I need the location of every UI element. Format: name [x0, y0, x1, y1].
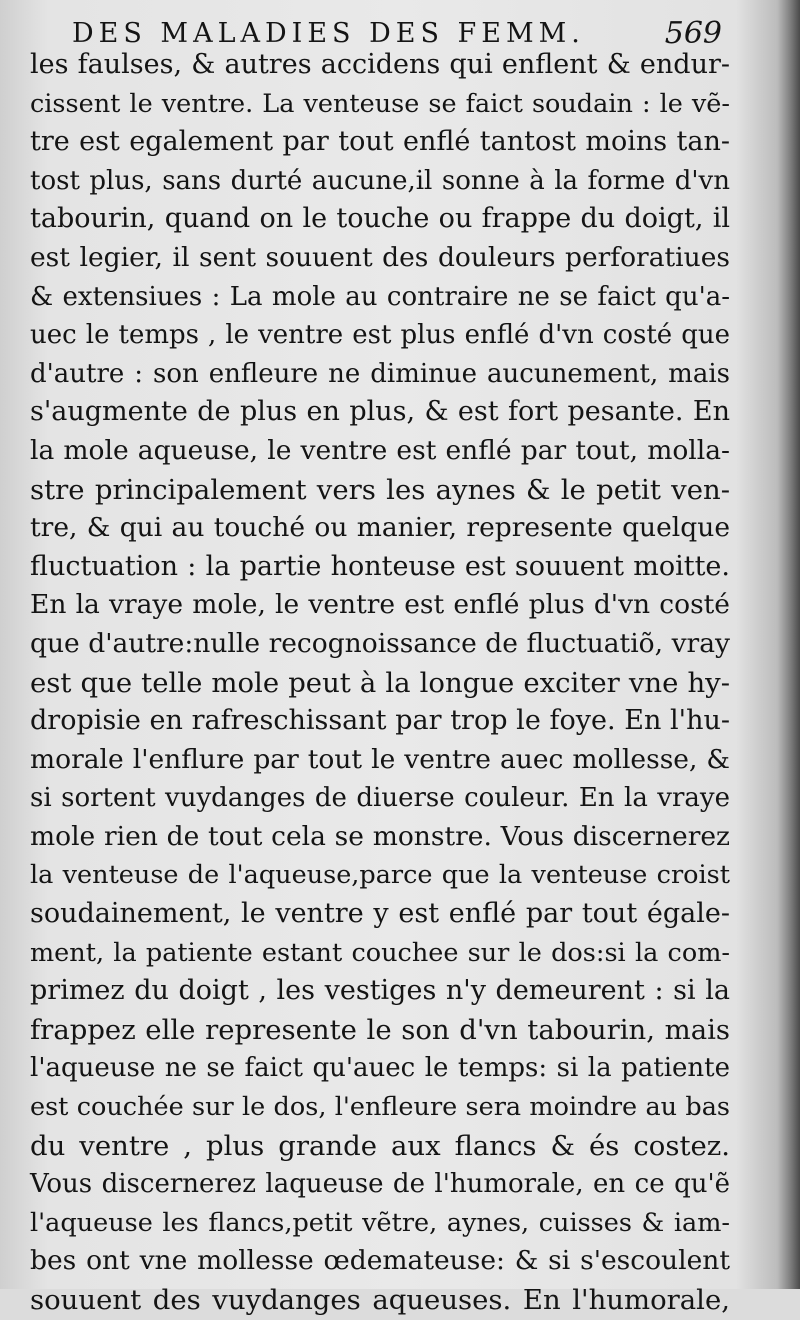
text-line: que d'autre:nulle recognoissance de fluctuatiõ, vray [30, 627, 730, 659]
text-line: dropisie en rafreschissant par trop le foye. En l'hu- [30, 705, 730, 737]
page-number: 569 [664, 16, 722, 51]
text-line: s'augmente de plus en plus, & est fort pesante. En [30, 396, 730, 428]
text-line: tre, & qui au touché ou manier, represente quelque [30, 512, 730, 544]
text-line: tost plus, sans durté aucune,il sonne à la forme d'vn [30, 165, 730, 196]
text-line: souuent des vuydanges aqueuses. En l'humorale, [30, 1284, 730, 1316]
text-line: stre principalement vers les aynes & le petit ven- [30, 473, 730, 506]
text-line: primez du doigt , les vestiges n'y demeurent : si la [30, 975, 730, 1007]
text-line: ment, la patiente estant couchee sur le dos:si la com- [30, 937, 730, 968]
text-line: Vous discernerez laqueuse de l'humorale, en ce qu'ẽ [30, 1169, 730, 1200]
text-line: la mole aqueuse, le ventre est enflé par tout, molla- [30, 434, 730, 466]
text-line: tabourin, quand on le touche ou frappe du doigt, il [30, 203, 730, 235]
text-line: est legier, il sent souuent des douleurs perforatiues [30, 241, 730, 273]
text-line: En la vraye mole, le ventre est enflé plus d'vn costé [30, 589, 730, 621]
text-line: uec le temps , le ventre est plus enflé d'vn costé que [30, 320, 730, 351]
text-line: cissent le ventre. La venteuse se faict soudain : le vẽ- [30, 88, 730, 119]
text-line: les faulses, & autres accidens qui enflent & endur- [30, 49, 730, 80]
text-line: frappez elle represente le son d'vn tabourin, mais [30, 1013, 730, 1046]
running-head: DES MALADIES DES FEMM. [72, 18, 585, 49]
text-line: l'aqueuse les flancs,petit vẽtre, aynes, cuisses & iam- [30, 1207, 730, 1238]
text-line: d'autre : son enfleure ne diminue aucunement, mais [30, 358, 730, 389]
text-line: mole rien de tout cela se monstre. Vous discernerez [30, 820, 730, 852]
text-line: & extensiues : La mole au contraire ne se faict qu'a- [30, 281, 730, 312]
text-line: la venteuse de l'aqueuse,parce que la venteuse croist [30, 860, 730, 891]
text-line: soudainement, le ventre y est enflé par tout égale- [30, 898, 730, 930]
text-line: bes ont vne mollesse œdemateuse: & si s'escoulent [30, 1245, 730, 1277]
body-text [30, 46, 730, 1320]
text-line: tre est egalement par tout enflé tantost moins tan- [30, 126, 730, 158]
text-line: du ventre , plus grande aux flancs & és costez. [30, 1129, 730, 1162]
text-line: l'aqueuse ne se faict qu'auec le temps: si la patiente [30, 1053, 730, 1084]
text-line: fluctuation : la partie honteuse est souuent moitte. [30, 550, 730, 582]
text-line: si sortent vuydanges de diuerse couleur. En la vraye [30, 783, 730, 814]
text-line: est couchée sur le dos, l'enfleure sera moindre au bas [30, 1092, 730, 1123]
page-edge-shadow [778, 0, 800, 1289]
text-line: est que telle mole peut à la longue exciter vne hy- [30, 666, 730, 699]
text-line: morale l'enflure par tout le ventre auec mollesse, & [30, 743, 730, 775]
